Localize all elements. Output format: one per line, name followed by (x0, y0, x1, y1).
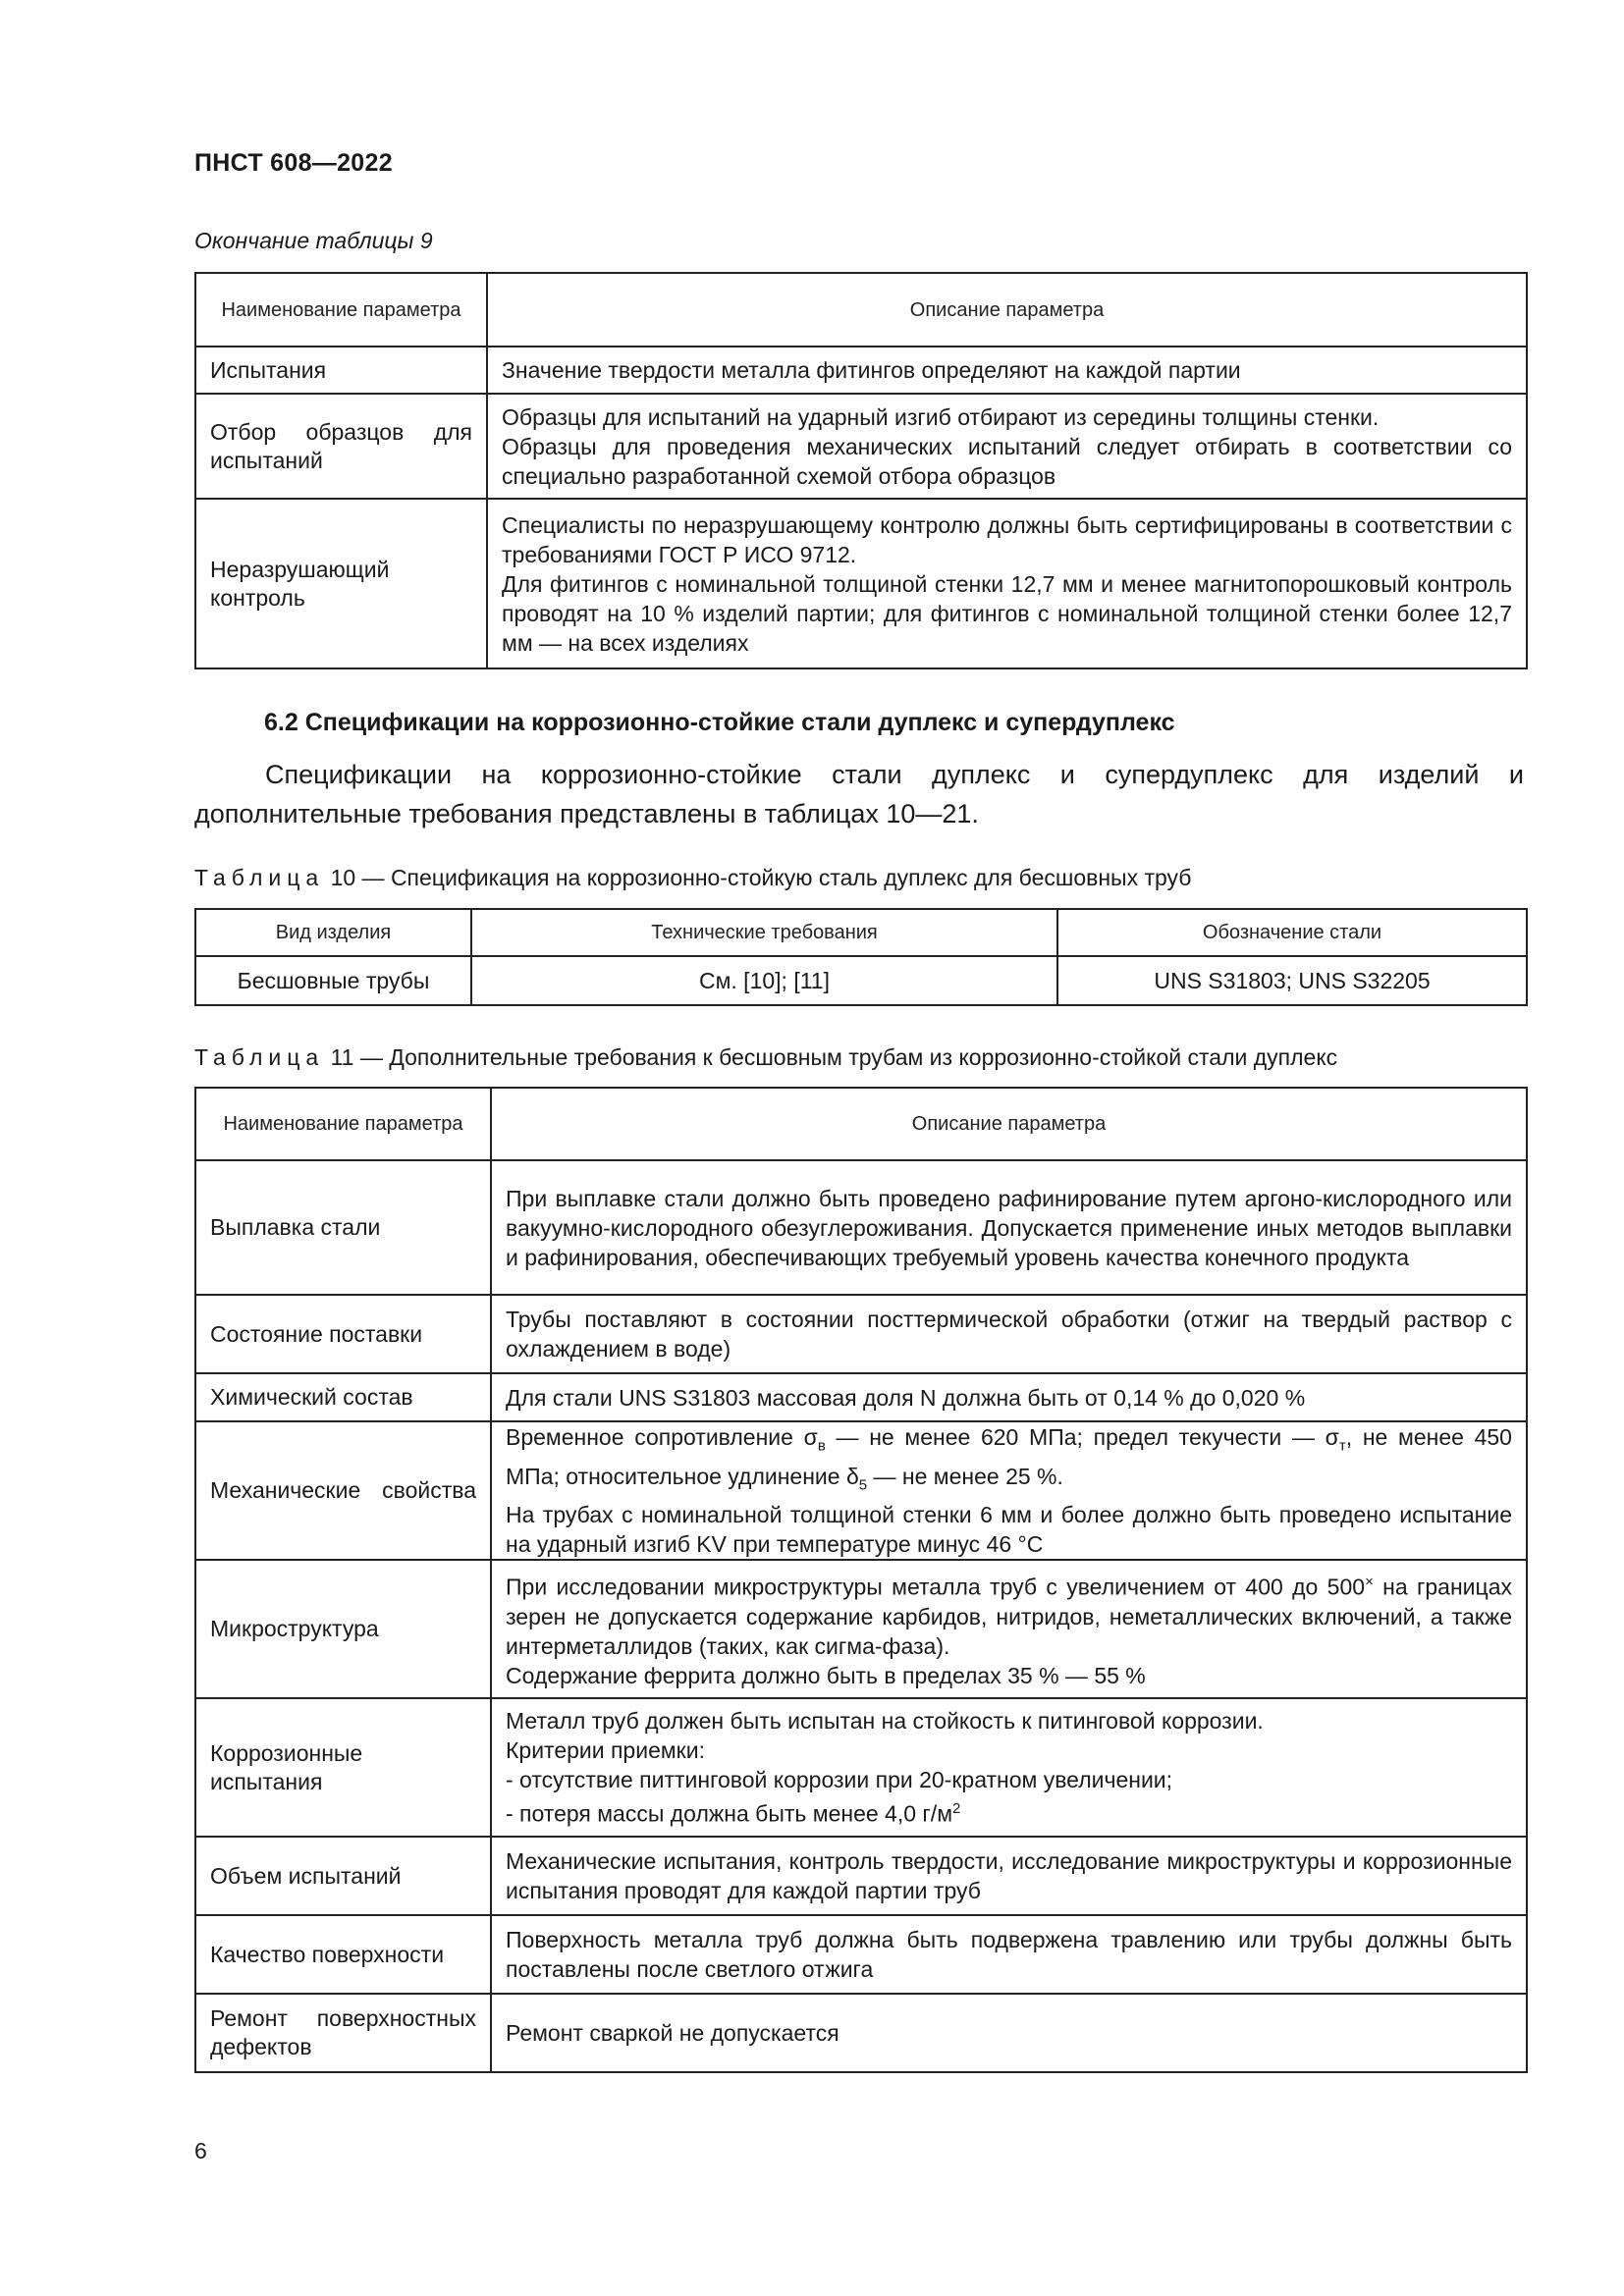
subscript: в (817, 1437, 826, 1455)
steel-designation: UNS S31803; UNS S32205 (1057, 956, 1527, 1005)
description-line: - отсутствие питтинговой коррозии при 20-кратном увеличении; (506, 1767, 1173, 1793)
row-description: Поверхность металла труб должна быть подвержена травлению или трубы должны быть поставлены после светлого отжига (491, 1915, 1527, 1994)
table10 (194, 908, 1528, 1006)
table-row (195, 1837, 1527, 1915)
row-name: Объем испытаний (195, 1837, 491, 1915)
superscript: 2 (952, 1800, 961, 1818)
subscript: т (1338, 1437, 1346, 1455)
row-description: При выплавке стали должно быть проведено рафинирование путем аргоно-кислородного или вакуумно-кислородного обезуглероживания. Допускается применение иных методов выплавки и рафинирования, обеспечивающих требуемый уровень качества конечного продукта (491, 1160, 1527, 1295)
table-row (195, 1698, 1527, 1837)
row-name: Неразрушающий контроль (195, 499, 487, 668)
description-line: Металл труб должен быть испытан на стойкость к питинговой коррозии. (506, 1708, 1264, 1735)
table-row (195, 1373, 1527, 1421)
delta-symbol: δ (845, 1463, 859, 1489)
description-line: Содержание феррита должно быть в пределах 35 % — 55 % (506, 1663, 1146, 1689)
table-caption-text: 10 — Спецификация на коррозионно-стойкую сталь дуплекс для бесшовных труб (330, 865, 1192, 890)
row-name: Отбор образцов для испытаний (195, 394, 487, 499)
table-row (195, 347, 1527, 394)
table-row (195, 1421, 1527, 1560)
document-code: ПНСТ 608—2022 (194, 149, 393, 177)
table11 (194, 1087, 1528, 2073)
header-parameter-name: Наименование параметра (195, 273, 487, 347)
table-row (195, 499, 1527, 668)
description-line: Значение твердости металла фитингов определяют на каждой партии (502, 357, 1241, 383)
table-caption-text: 11 — Дополнительные требования к бесшовным трубам из коррозионно-стойкой стали дуплекс (330, 1044, 1338, 1070)
row-name: Химический состав (195, 1373, 491, 1421)
row-name: Механические свойства (195, 1421, 491, 1560)
technical-requirements: См. [10]; [11] (471, 956, 1057, 1005)
text-run: , не менее 450 МПа; относительное удлинение (506, 1424, 1512, 1489)
table-caption-word: Таблица (194, 865, 325, 890)
description-line: Специалисты по неразрушающему контролю должны быть сертифицированы в соответствии с требованиями ГОСТ Р ИСО 9712. (502, 511, 1512, 567)
header-steel-designation: Обозначение стали (1057, 909, 1527, 956)
subscript: 5 (858, 1476, 868, 1494)
table-row (195, 1560, 1527, 1698)
row-name: Коррозионные испытания (195, 1698, 491, 1837)
table-header-row (195, 1088, 1527, 1160)
row-description (491, 1421, 1527, 1560)
row-name: Качество поверхности (195, 1915, 491, 1994)
table-row (195, 1915, 1527, 1994)
table-row (195, 394, 1527, 499)
sigma-symbol: σ (803, 1424, 818, 1450)
table-row (195, 956, 1527, 1005)
row-description (491, 1698, 1527, 1837)
table11-caption (194, 1044, 1337, 1071)
header-parameter-description: Описание параметра (487, 273, 1527, 347)
row-description: Трубы поставляют в состоянии посттермической обработки (отжиг на твердый раствор с охлаждением в воде) (491, 1295, 1527, 1373)
row-description: Механические испытания, контроль твердости, исследование микроструктуры и коррозионные испытания проводят для каждой партии труб (491, 1837, 1527, 1915)
table-row (195, 1994, 1527, 2072)
product-type: Бесшовные трубы (195, 956, 471, 1005)
row-description (487, 347, 1527, 394)
header-technical-requirements: Технические требования (471, 909, 1057, 956)
table10-caption (194, 865, 1191, 891)
row-description (491, 1560, 1527, 1698)
row-name: Микроструктура (195, 1560, 491, 1698)
description-line (506, 1422, 1512, 1500)
description-line: Критерии приемки: (506, 1737, 705, 1764)
description-line: На трубах с номинальной толщиной стенки 6 мм и более должно быть проведено испытание на ударный изгиб KV при температуре минус 46 °C (506, 1502, 1512, 1558)
table-row (195, 1295, 1527, 1373)
text-run: Временное сопротивление (506, 1424, 804, 1450)
table-row (195, 1160, 1527, 1295)
row-description (487, 499, 1527, 668)
text-run: — не менее 25 %. (867, 1463, 1063, 1489)
description-line: Для фитингов с номинальной толщиной стенки 12,7 мм и менее магнитопорошковый контроль проводят на 10 % изделий партии; для фитингов с номинальной толщиной стенки более 12,7 мм — на всех изделиях (502, 570, 1512, 656)
row-name: Выплавка стали (195, 1160, 491, 1295)
superscript: × (1365, 1574, 1374, 1591)
row-description: Ремонт сваркой не допускается (491, 1994, 1527, 2072)
description-line: Образцы для проведения механических испытаний следует отбирать в соответствии со специально разработанной схемой отбора образцов (502, 433, 1512, 489)
header-parameter-name: Наименование параметра (195, 1088, 491, 1160)
section-heading: 6.2 Спецификации на коррозионно-стойкие стали дуплекс и супердуплекс (264, 709, 1175, 736)
sigma-symbol: σ (1325, 1424, 1339, 1450)
table9-caption: Окончание таблицы 9 (194, 228, 433, 253)
table-caption-word: Таблица (194, 1044, 325, 1070)
description-line: Образцы для испытаний на ударный изгиб отбирают из середины толщины стенки. (502, 403, 1380, 430)
row-name: Ремонт поверхностных дефектов (195, 1994, 491, 2072)
text-run: — не менее 620 МПа; предел текучести — (825, 1424, 1326, 1450)
page-number: 6 (194, 2138, 207, 2163)
text-run: на границах зерен не допускается содержание карбидов, нитридов, неметаллических включений, а также интерметаллидов (таких, как сигма-фаза). (506, 1575, 1512, 1660)
text-run: При исследовании микроструктуры металла труб с увеличением от 400 до 500 (506, 1575, 1366, 1601)
description-line (506, 1794, 1512, 1829)
header-product-type: Вид изделия (195, 909, 471, 956)
row-name: Состояние поставки (195, 1295, 491, 1373)
table9 (194, 272, 1528, 669)
header-parameter-description: Описание параметра (491, 1088, 1527, 1160)
row-description: Для стали UNS S31803 массовая доля N должна быть от 0,14 % до 0,020 % (491, 1373, 1527, 1421)
table-header-row (195, 273, 1527, 347)
row-description (487, 394, 1527, 499)
section-paragraph: Спецификации на коррозионно-стойкие стали дуплекс и супердуплекс для изделий и дополнительные требования представлены в таблицах 10—21. (194, 760, 1524, 828)
text-run: - потеря массы должна быть менее 4,0 г/м (506, 1801, 953, 1828)
row-name: Испытания (195, 347, 487, 394)
description-line (506, 1568, 1512, 1661)
table-header-row (195, 909, 1527, 956)
